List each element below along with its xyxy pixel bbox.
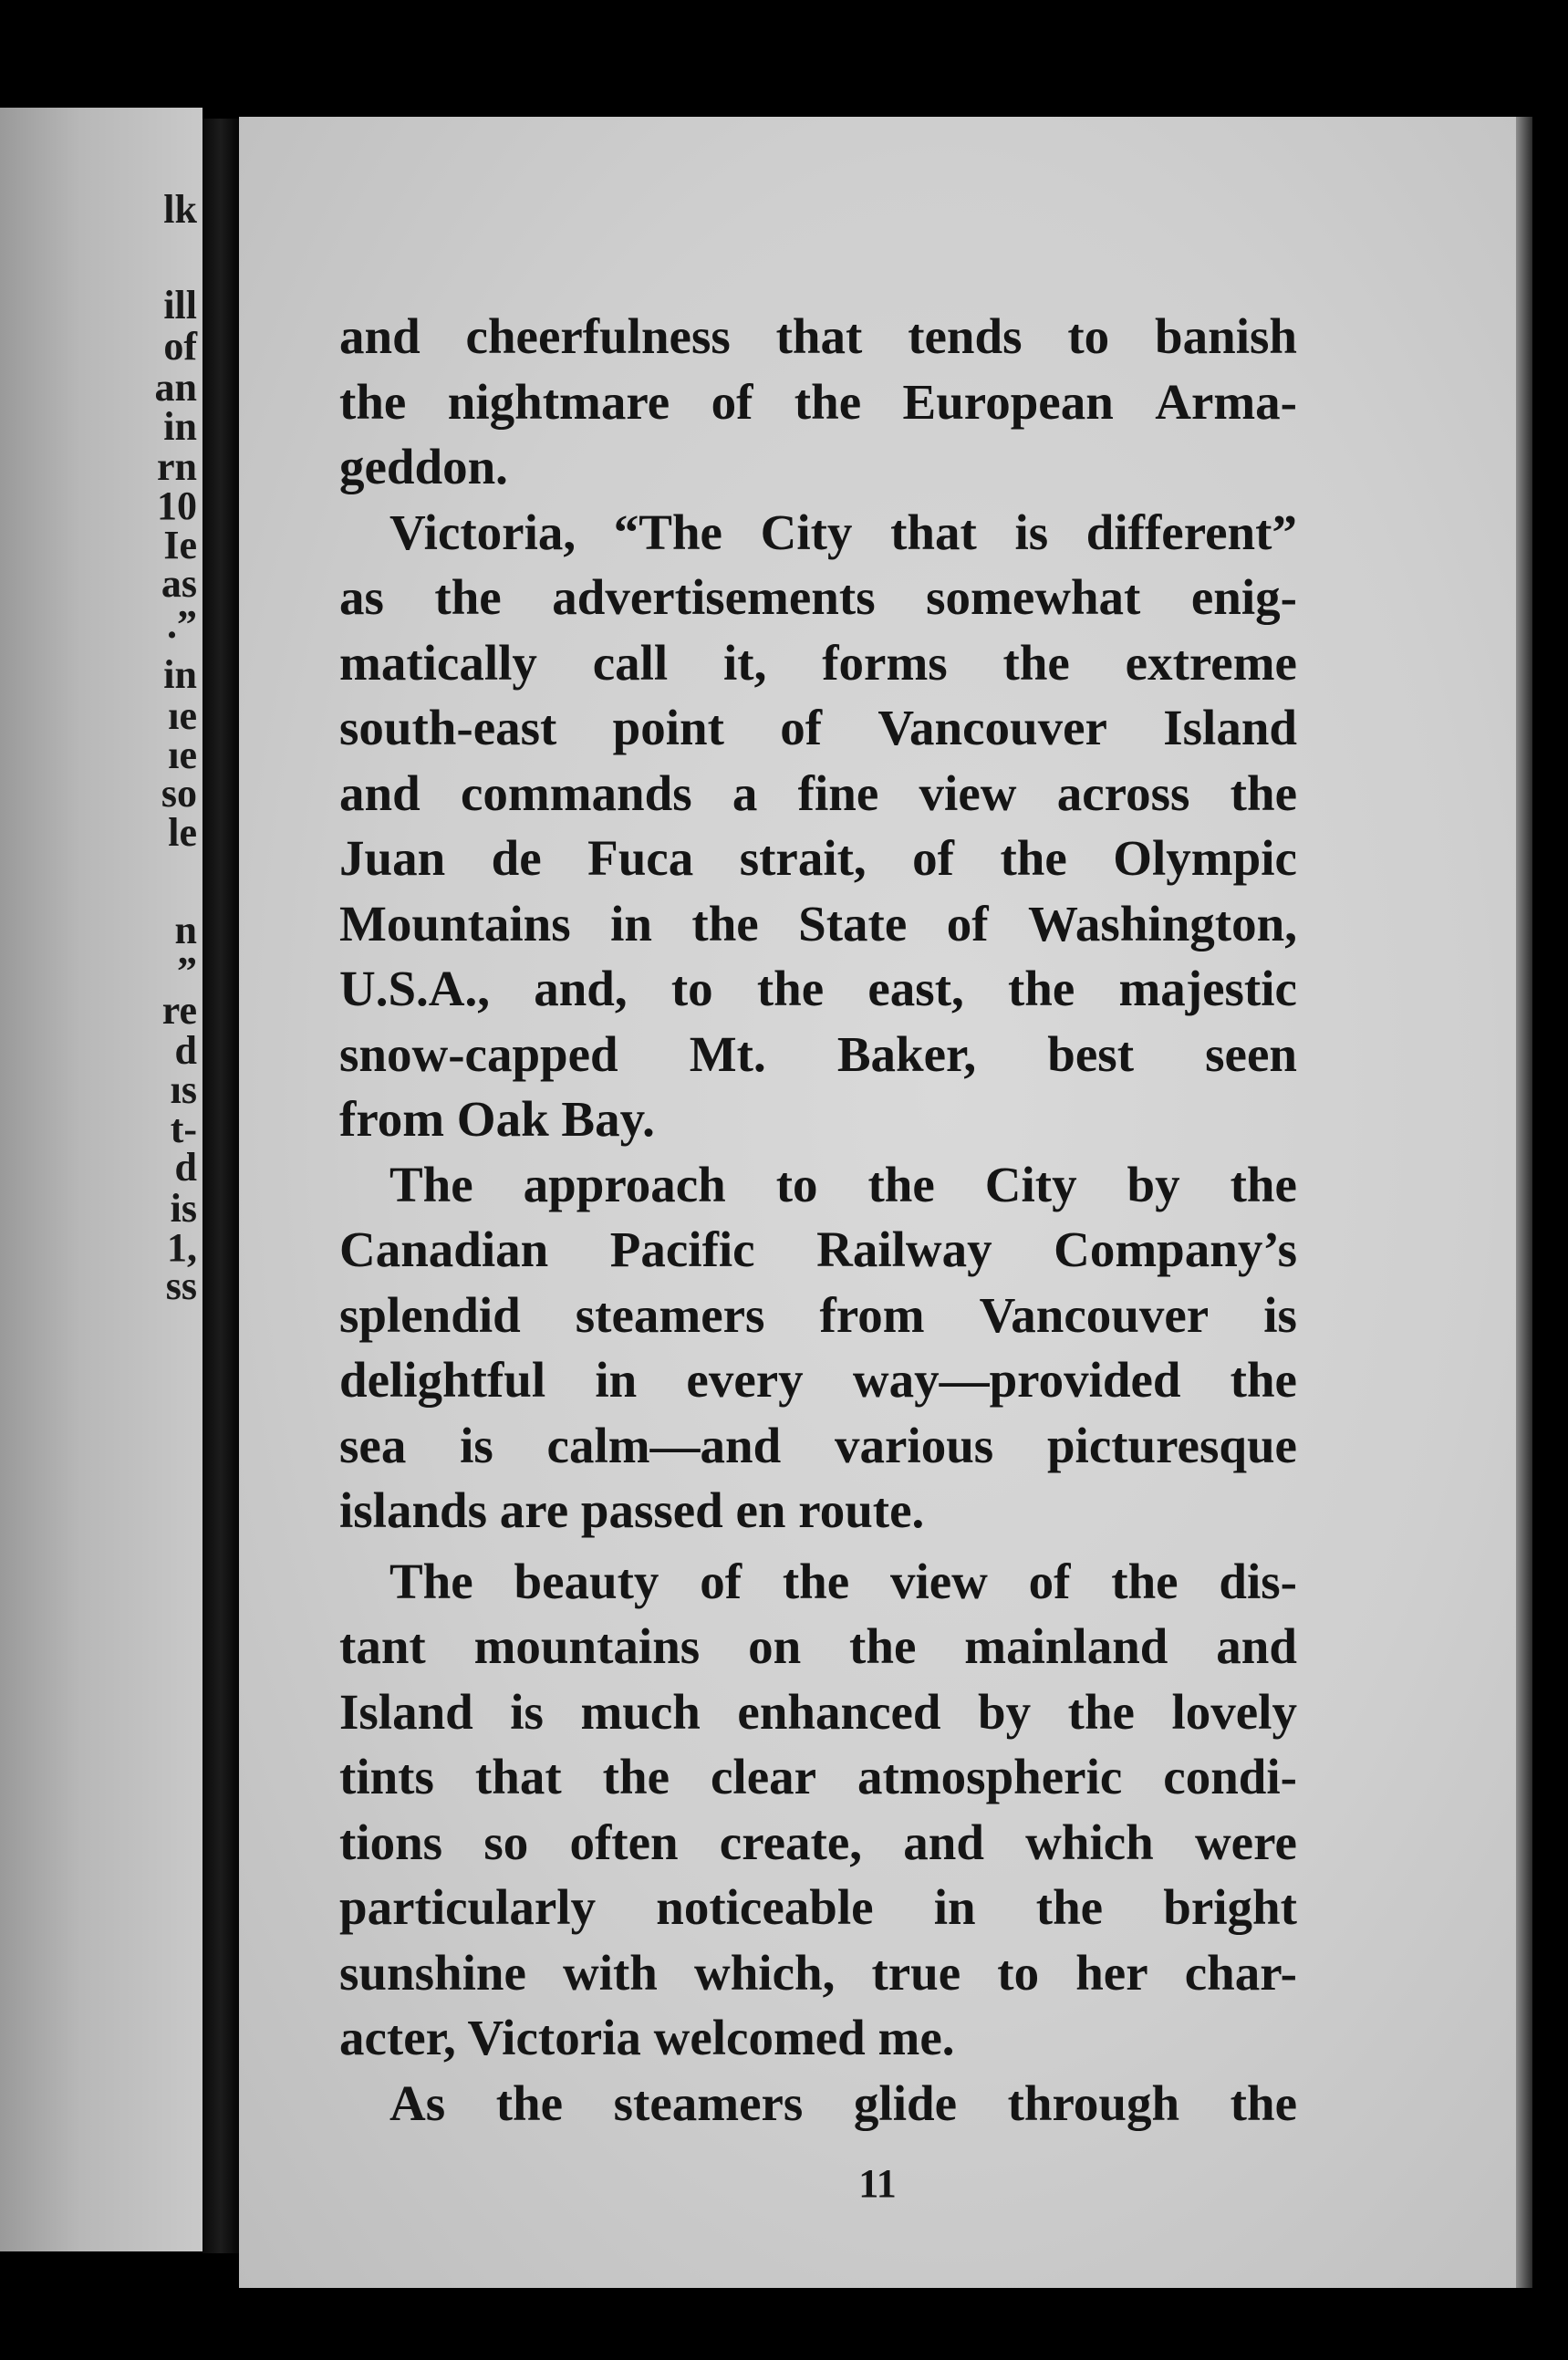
previous-page-line-end: Ie bbox=[163, 523, 197, 567]
text-line: Mountains in the State of Washington, bbox=[339, 895, 1297, 951]
previous-page-fragment bbox=[0, 108, 202, 2251]
previous-page-line-end: ıe bbox=[168, 733, 197, 777]
previous-page-line-end: ” bbox=[177, 949, 197, 993]
page-text bbox=[339, 304, 1297, 2136]
text-line: and commands a fine view across the bbox=[339, 764, 1297, 821]
text-line: and cheerfulness that tends to banish bbox=[339, 308, 1297, 364]
text-line: As the steamers glide through the bbox=[389, 2074, 1297, 2131]
text-line: tant mountains on the mainland and bbox=[339, 1618, 1297, 1674]
book-gutter bbox=[202, 119, 239, 2253]
previous-page-line-end: ıs bbox=[170, 1067, 197, 1112]
paragraph bbox=[339, 500, 1297, 1152]
previous-page-line-end: of bbox=[163, 324, 197, 369]
text-line: tions so often create, and which were bbox=[339, 1814, 1297, 1870]
text-line: tints that the clear atmospheric condi- bbox=[339, 1749, 1297, 1804]
previous-page-line-end: n bbox=[174, 908, 197, 952]
previous-page-line-end: 10 bbox=[157, 483, 197, 528]
text-line: delightful in every way—provided the bbox=[339, 1352, 1297, 1408]
paragraph bbox=[339, 304, 1297, 500]
previous-page-line-end: .” bbox=[167, 602, 197, 647]
text-line: the nightmare of the European Arma- bbox=[339, 373, 1297, 430]
text-line: acter, Victoria welcomed me. bbox=[339, 2010, 955, 2065]
previous-page-line-end: is bbox=[170, 1186, 197, 1231]
previous-page-line-end: as bbox=[161, 561, 197, 606]
page-number: 11 bbox=[858, 2161, 897, 2206]
previous-page-line-end: an bbox=[154, 365, 197, 410]
paragraph bbox=[339, 1152, 1297, 1544]
text-line: U.S.A., and, to the east, the majestic bbox=[339, 961, 1297, 1016]
previous-page-line-end: ill bbox=[163, 283, 197, 327]
text-line: Island is much enhanced by the lovely bbox=[339, 1683, 1297, 1740]
text-line: south-east point of Vancouver Island bbox=[339, 700, 1297, 755]
previous-page-line-end: le bbox=[168, 810, 197, 855]
previous-page-line-end: 1, bbox=[167, 1225, 197, 1270]
previous-page-line-end: in bbox=[163, 404, 197, 449]
previous-page-line-end: ıe bbox=[168, 693, 197, 738]
previous-page-line-end: lk bbox=[163, 187, 197, 232]
text-line: Canadian Pacific Railway Company’s bbox=[339, 1222, 1297, 1277]
previous-page-line-end: re bbox=[161, 988, 197, 1033]
paragraph bbox=[339, 1549, 1297, 2071]
previous-page-line-end: d bbox=[174, 1145, 197, 1190]
text-line: geddon. bbox=[339, 439, 508, 494]
previous-page-line-end: rn bbox=[157, 444, 197, 489]
text-line: splendid steamers from Vancouver is bbox=[339, 1286, 1297, 1343]
previous-page-line-end: d bbox=[174, 1028, 197, 1073]
text-line: islands are passed en route. bbox=[339, 1482, 925, 1538]
text-line: The approach to the City by the bbox=[389, 1156, 1297, 1212]
text-line: from Oak Bay. bbox=[339, 1091, 655, 1147]
book-page bbox=[239, 117, 1516, 2288]
text-line: Juan de Fuca strait, of the Olympic bbox=[339, 830, 1297, 886]
previous-page-line-end: ss bbox=[165, 1263, 197, 1308]
previous-page-line-end: so bbox=[161, 771, 197, 816]
text-line: as the advertisements somewhat enig- bbox=[339, 569, 1297, 625]
previous-page-line-end: in bbox=[163, 652, 197, 697]
text-line: particularly noticeable in the bright bbox=[339, 1879, 1297, 1935]
previous-page-line-end: t- bbox=[170, 1107, 197, 1151]
text-line: snow-capped Mt. Baker, best seen bbox=[339, 1025, 1297, 1082]
text-line: matically call it, forms the extreme bbox=[339, 634, 1297, 691]
page-edge bbox=[1516, 117, 1532, 2288]
paragraph bbox=[339, 2071, 1297, 2136]
text-line: Victoria, “The City that is different” bbox=[389, 504, 1297, 560]
text-line: sunshine with which, true to her char- bbox=[339, 1944, 1297, 2001]
text-line: The beauty of the view of the dis- bbox=[389, 1553, 1297, 1609]
text-line: sea is calm—and various picturesque bbox=[339, 1417, 1297, 1473]
